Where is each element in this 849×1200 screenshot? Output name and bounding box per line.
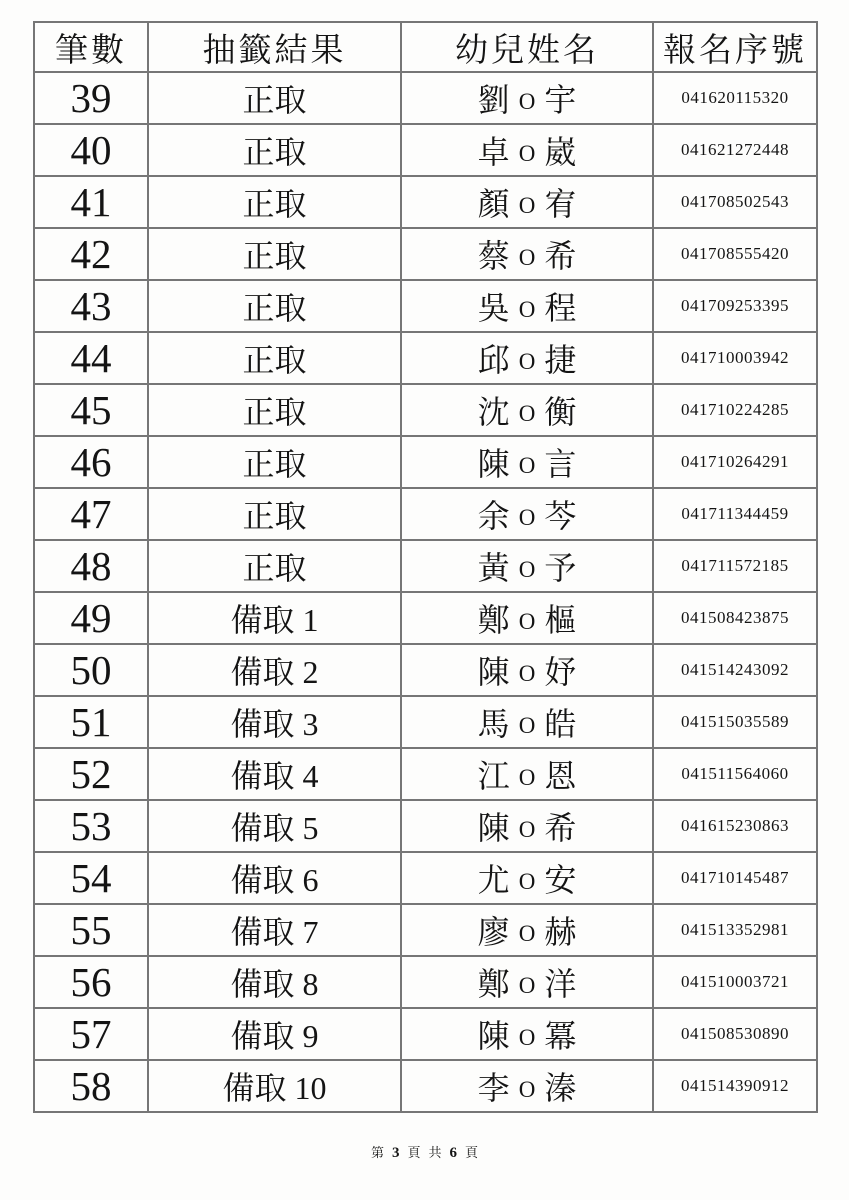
child-surname: 鄭 — [477, 602, 510, 638]
child-name-cell — [401, 852, 653, 904]
table-row — [34, 72, 817, 124]
child-given-name: 言 — [544, 446, 577, 482]
name-mask: O — [518, 713, 536, 738]
child-name-cell — [401, 436, 653, 488]
table-row — [34, 696, 817, 748]
table-body — [34, 72, 817, 1112]
child-name-cell — [401, 1060, 653, 1112]
table-row — [34, 748, 817, 800]
name-mask: O — [518, 505, 536, 530]
child-name-cell — [401, 800, 653, 852]
child-surname: 余 — [477, 498, 510, 534]
name-mask: O — [518, 1025, 536, 1050]
name-mask: O — [518, 89, 536, 114]
child-given-name: 冪 — [544, 1018, 577, 1054]
table-row — [34, 800, 817, 852]
name-mask: O — [518, 297, 536, 322]
child-name-cell — [401, 540, 653, 592]
registration-serial-cell: 041710264291 — [653, 436, 817, 488]
child-given-name: 恩 — [544, 758, 577, 794]
registration-serial-cell: 041710003942 — [653, 332, 817, 384]
entry-number-cell: 57 — [34, 1008, 148, 1060]
child-given-name: 樞 — [544, 602, 577, 638]
registration-serial-cell: 041708555420 — [653, 228, 817, 280]
child-given-name: 皓 — [544, 706, 577, 742]
name-mask: O — [518, 557, 536, 582]
name-mask: O — [518, 817, 536, 842]
child-surname: 陳 — [477, 810, 510, 846]
child-name-cell — [401, 1008, 653, 1060]
registration-serial-cell: 041508423875 — [653, 592, 817, 644]
column-header-registration-serial: 報名序號 — [653, 22, 817, 72]
table-row — [34, 436, 817, 488]
child-given-name: 崴 — [544, 134, 577, 170]
entry-number-cell: 49 — [34, 592, 148, 644]
lottery-result-cell: 正取 — [148, 488, 401, 540]
entry-number-cell: 43 — [34, 280, 148, 332]
child-name-cell — [401, 72, 653, 124]
footer-text: 共 — [428, 1145, 442, 1160]
header-row — [34, 22, 817, 72]
lottery-result-cell: 正取 — [148, 540, 401, 592]
child-surname: 吳 — [477, 290, 510, 326]
lottery-result-cell: 備取 3 — [148, 696, 401, 748]
child-name-cell — [401, 956, 653, 1008]
child-name-cell — [401, 488, 653, 540]
child-given-name: 安 — [544, 862, 577, 898]
entry-number-cell: 40 — [34, 124, 148, 176]
table-row — [34, 1008, 817, 1060]
registration-serial-cell: 041514243092 — [653, 644, 817, 696]
footer-total-pages: 6 — [449, 1145, 458, 1161]
registration-serial-cell: 041511564060 — [653, 748, 817, 800]
entry-number-cell: 48 — [34, 540, 148, 592]
lottery-result-cell: 備取 8 — [148, 956, 401, 1008]
lottery-result-cell: 備取 10 — [148, 1060, 401, 1112]
table-row — [34, 228, 817, 280]
name-mask: O — [518, 349, 536, 374]
entry-number-cell: 53 — [34, 800, 148, 852]
child-name-cell — [401, 228, 653, 280]
name-mask: O — [518, 193, 536, 218]
registration-serial-cell: 041515035589 — [653, 696, 817, 748]
name-mask: O — [518, 661, 536, 686]
child-name-cell — [401, 592, 653, 644]
child-given-name: 希 — [544, 238, 577, 274]
column-header-child-name: 幼兒姓名 — [401, 22, 653, 72]
lottery-result-cell: 正取 — [148, 280, 401, 332]
column-header-entry-number: 筆數 — [34, 22, 148, 72]
child-surname: 廖 — [477, 914, 510, 950]
entry-number-cell: 47 — [34, 488, 148, 540]
name-mask: O — [518, 765, 536, 790]
entry-number-cell: 39 — [34, 72, 148, 124]
child-name-cell — [401, 124, 653, 176]
lottery-result-cell: 正取 — [148, 176, 401, 228]
lottery-result-cell: 備取 1 — [148, 592, 401, 644]
page-number-footer — [0, 1142, 849, 1162]
table-row — [34, 904, 817, 956]
child-surname: 顏 — [477, 186, 510, 222]
child-name-cell — [401, 280, 653, 332]
child-surname: 鄭 — [477, 966, 510, 1002]
registration-serial-cell: 041510003721 — [653, 956, 817, 1008]
child-surname: 陳 — [477, 654, 510, 690]
child-given-name: 洋 — [544, 966, 577, 1002]
lottery-result-cell: 正取 — [148, 436, 401, 488]
lottery-result-cell: 備取 4 — [148, 748, 401, 800]
entry-number-cell: 52 — [34, 748, 148, 800]
registration-serial-cell: 041620115320 — [653, 72, 817, 124]
footer-text: 頁 — [407, 1145, 421, 1160]
child-given-name: 芩 — [544, 498, 577, 534]
footer-text: 頁 — [465, 1145, 479, 1160]
child-given-name: 妤 — [544, 654, 577, 690]
child-surname: 馬 — [477, 706, 510, 742]
name-mask: O — [518, 245, 536, 270]
name-mask: O — [518, 401, 536, 426]
lottery-result-cell: 備取 5 — [148, 800, 401, 852]
table-row — [34, 1060, 817, 1112]
name-mask: O — [518, 609, 536, 634]
registration-serial-cell: 041711344459 — [653, 488, 817, 540]
child-name-cell — [401, 384, 653, 436]
table-row — [34, 280, 817, 332]
entry-number-cell: 41 — [34, 176, 148, 228]
child-given-name: 宇 — [544, 82, 577, 118]
name-mask: O — [518, 141, 536, 166]
child-given-name: 程 — [544, 290, 577, 326]
child-surname: 沈 — [477, 394, 510, 430]
registration-serial-cell: 041621272448 — [653, 124, 817, 176]
child-name-cell — [401, 176, 653, 228]
child-surname: 李 — [477, 1070, 510, 1106]
table-row — [34, 332, 817, 384]
child-surname: 陳 — [477, 1018, 510, 1054]
child-given-name: 予 — [544, 550, 577, 586]
registration-serial-cell: 041615230863 — [653, 800, 817, 852]
lottery-result-cell: 正取 — [148, 384, 401, 436]
registration-serial-cell: 041710224285 — [653, 384, 817, 436]
footer-text: 第 — [370, 1145, 384, 1160]
lottery-result-cell: 正取 — [148, 228, 401, 280]
lottery-results-table — [33, 21, 818, 1113]
lottery-result-cell: 備取 2 — [148, 644, 401, 696]
child-name-cell — [401, 644, 653, 696]
child-surname: 尤 — [477, 862, 510, 898]
child-given-name: 赫 — [544, 914, 577, 950]
entry-number-cell: 58 — [34, 1060, 148, 1112]
table-row — [34, 488, 817, 540]
child-surname: 黃 — [477, 550, 510, 586]
entry-number-cell: 42 — [34, 228, 148, 280]
child-given-name: 溱 — [544, 1070, 577, 1106]
table-row — [34, 956, 817, 1008]
table-row — [34, 124, 817, 176]
registration-serial-cell: 041708502543 — [653, 176, 817, 228]
child-surname: 江 — [477, 758, 510, 794]
name-mask: O — [518, 1077, 536, 1102]
table-row — [34, 644, 817, 696]
child-given-name: 衡 — [544, 394, 577, 430]
lottery-result-cell: 正取 — [148, 72, 401, 124]
entry-number-cell: 56 — [34, 956, 148, 1008]
child-name-cell — [401, 696, 653, 748]
registration-serial-cell: 041711572185 — [653, 540, 817, 592]
entry-number-cell: 44 — [34, 332, 148, 384]
lottery-result-cell: 備取 6 — [148, 852, 401, 904]
lottery-result-cell: 正取 — [148, 124, 401, 176]
registration-serial-cell: 041514390912 — [653, 1060, 817, 1112]
name-mask: O — [518, 921, 536, 946]
child-given-name: 宥 — [544, 186, 577, 222]
name-mask: O — [518, 453, 536, 478]
child-given-name: 希 — [544, 810, 577, 846]
child-name-cell — [401, 748, 653, 800]
registration-serial-cell: 041508530890 — [653, 1008, 817, 1060]
child-surname: 邱 — [477, 342, 510, 378]
lottery-result-cell: 正取 — [148, 332, 401, 384]
column-header-lottery-result: 抽籤結果 — [148, 22, 401, 72]
table-row — [34, 592, 817, 644]
lottery-result-cell: 備取 9 — [148, 1008, 401, 1060]
registration-serial-cell: 041709253395 — [653, 280, 817, 332]
entry-number-cell: 54 — [34, 852, 148, 904]
entry-number-cell: 45 — [34, 384, 148, 436]
entry-number-cell: 55 — [34, 904, 148, 956]
entry-number-cell: 51 — [34, 696, 148, 748]
table-header — [34, 22, 817, 72]
name-mask: O — [518, 869, 536, 894]
entry-number-cell: 46 — [34, 436, 148, 488]
table-row — [34, 852, 817, 904]
table-row — [34, 176, 817, 228]
registration-serial-cell: 041710145487 — [653, 852, 817, 904]
table-row — [34, 384, 817, 436]
child-surname: 蔡 — [477, 238, 510, 274]
child-name-cell — [401, 332, 653, 384]
child-given-name: 捷 — [544, 342, 577, 378]
child-surname: 卓 — [477, 134, 510, 170]
child-name-cell — [401, 904, 653, 956]
footer-current-page: 3 — [391, 1145, 400, 1161]
table-row — [34, 540, 817, 592]
registration-serial-cell: 041513352981 — [653, 904, 817, 956]
child-surname: 劉 — [477, 82, 510, 118]
entry-number-cell: 50 — [34, 644, 148, 696]
name-mask: O — [518, 973, 536, 998]
lottery-result-cell: 備取 7 — [148, 904, 401, 956]
child-surname: 陳 — [477, 446, 510, 482]
